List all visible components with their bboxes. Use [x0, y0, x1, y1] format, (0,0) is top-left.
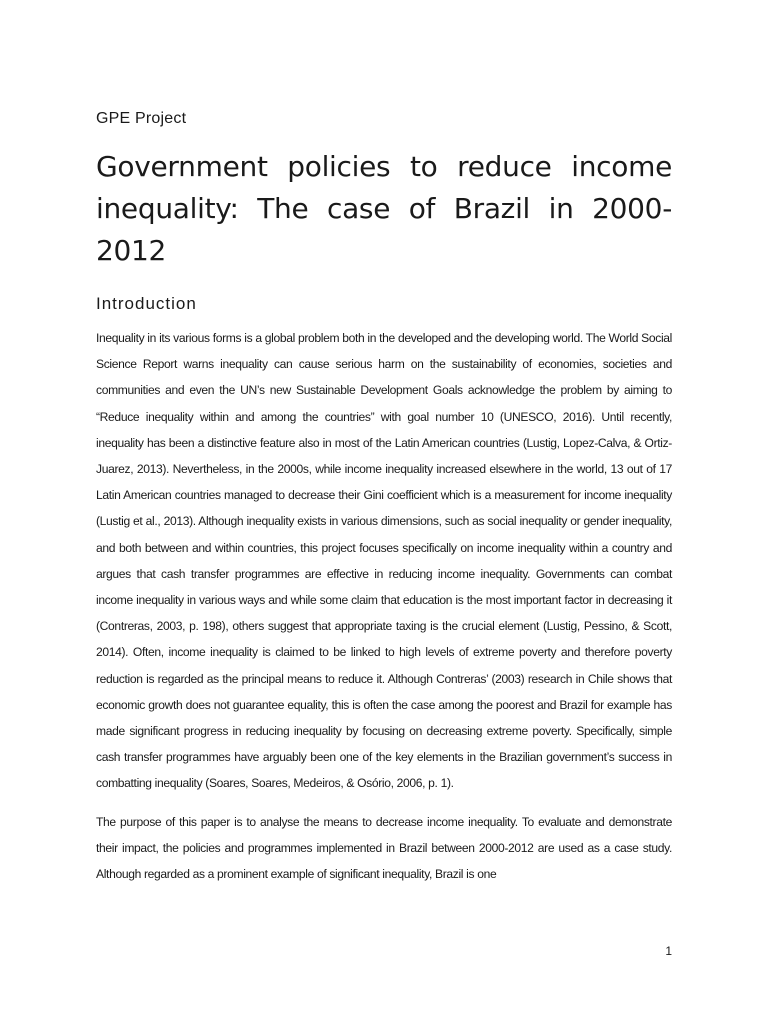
section-heading-introduction: Introduction: [96, 294, 197, 313]
paragraph: Inequality in its various forms is a global problem both in the developed and the developing world. The World Social Science Report warns inequality can cause serious harm on the sustainability of economies, societies and communities and even the UN’s new Sustainable Development Goals acknowledge the problem by aiming to “Reduce inequality within and among the countries” with goal number 10 (UNESCO, 2016). Until recently, inequality has been a distinctive feature also in most of the Latin American countries (Lustig, Lopez-Calva, & Ortiz-Juarez, 2013). Nevertheless, in the 2000s, while income inequality increased elsewhere in the world, 13 out of 17 Latin American countries managed to decrease their Gini coefficient which is a measurement for income inequality (Lustig et al., 2013). Although inequality exists in various dimensions, such as social inequality or gender inequality, and both between and within countries, this project focuses specifically on income inequality within a country and argues that cash transfer programmes are effective in reducing income inequality. Governments can combat income inequality in various ways and while some claim that education is the most important factor in decreasing it (Contreras, 2003, p. 198), others suggest that appropriate taxing is the crucial element (Lustig, Pessino, & Scott, 2014). Often, income inequality is claimed to be linked to high levels of extreme poverty and therefore poverty reduction is regarded as the principal means to reduce it. Although Contreras’ (2003) research in Chile shows that economic growth does not guarantee equality, this is often the case among the poorest and Brazil for example has made significant progress in reducing inequality by focusing on decreasing extreme poverty. Specifically, simple cash transfer programmes have arguably been one of the key elements in the Brazilian government’s success in combatting inequality (Soares, Soares, Medeiros, & Osório, 2006, p. 1).: [96, 331, 672, 791]
body-text: [96, 325, 672, 887]
paragraph: The purpose of this paper is to analyse the means to decrease income inequality. To evaluate and demonstrate their impact, the policies and programmes implemented in Brazil between 2000-2012 are used as a case study. Although regarded as a prominent example of significant inequality, Brazil is one: [96, 814, 672, 882]
page-number: 1: [665, 944, 672, 958]
project-label: GPE Project: [96, 110, 187, 127]
document-title: Government policies to reduce income inequality: The case of Brazil in 2000-2012: [96, 150, 672, 267]
